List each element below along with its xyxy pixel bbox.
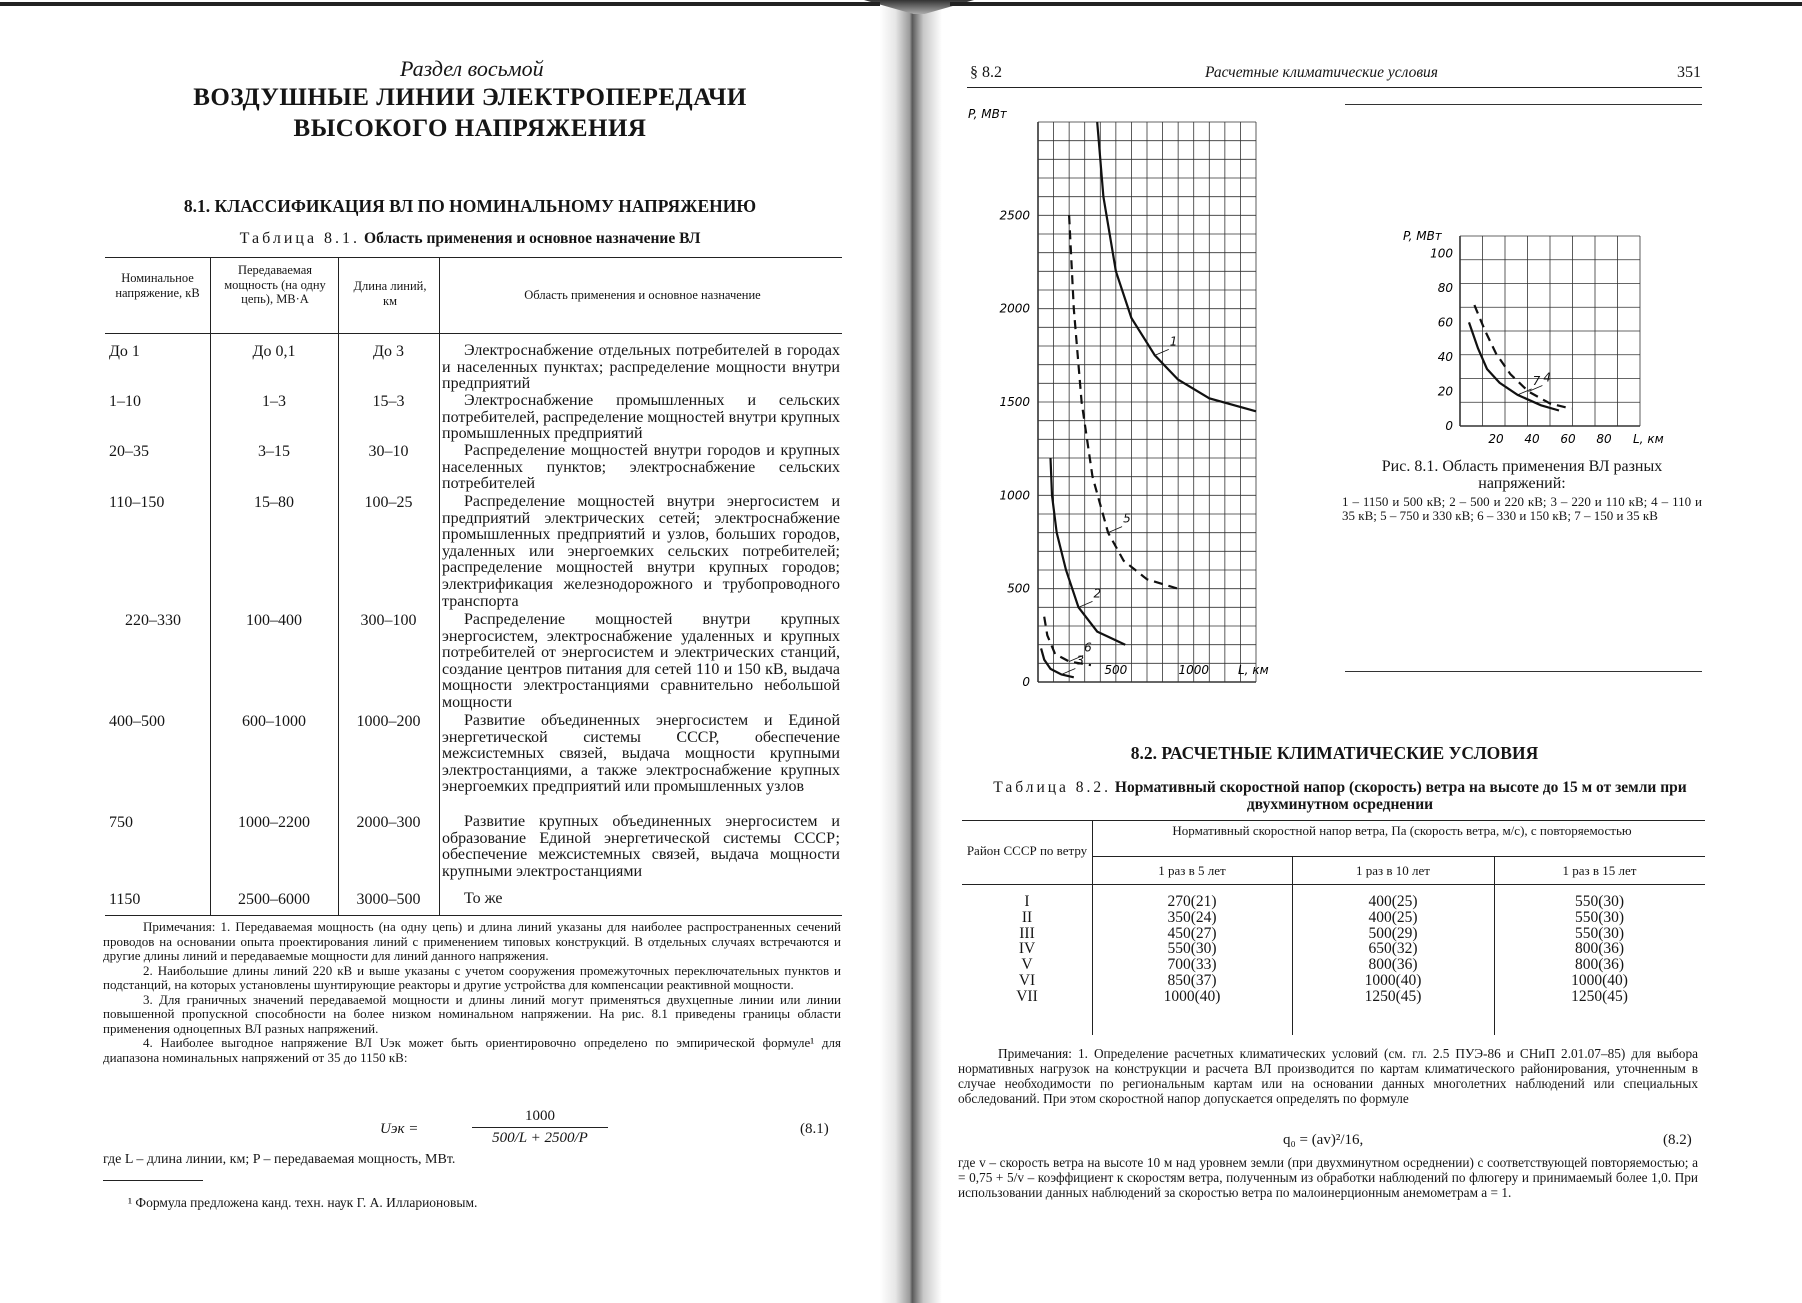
y-tick-label: 1000 bbox=[999, 488, 1030, 503]
table-8-1 bbox=[105, 257, 842, 917]
table1-cell-purpose: Развитие крупных объединенных энергосистем и образование Единой энергетической системы СССР; обеспечение межсистемных связей, выдача мощности крупными электростанциями bbox=[442, 813, 840, 880]
footnote-rule bbox=[103, 1180, 203, 1181]
table2-cell-5y: 850(37) bbox=[1167, 971, 1217, 989]
curve-label-2: 2 bbox=[1093, 586, 1102, 601]
top-edge-rule-right bbox=[950, 2, 1802, 6]
table1-cell-power: До 0,1 bbox=[252, 343, 296, 360]
table2-cell-10y: 500(29) bbox=[1368, 924, 1418, 942]
table1-cell-length: 1000–200 bbox=[356, 713, 421, 730]
table2-cell-10y: 1000(40) bbox=[1364, 971, 1422, 989]
inset-chart-grid bbox=[1460, 236, 1640, 426]
table1-cell-voltage: 750 bbox=[109, 814, 133, 831]
formula2-explanation: где v – скорость ветра на высоте 10 м над уровнем земли (при двухминутном осреднении) с соответствующей повторяемостью; a = 0,75 + 5/v – коэффициент к скоростям ветра, полученным из обработки наблюдений по флюгеру и принимаемый более 1,0. При использовании данных наблюдений за скоростью ветра по малоинерционным анемометрам a = 1. bbox=[958, 1155, 1698, 1200]
figure-rule-top bbox=[1345, 104, 1702, 105]
footnote: ¹ Формула предложена канд. техн. наук Г. А. Илларионовым. bbox=[128, 1195, 478, 1210]
section-heading-8-2: 8.2. РАСЧЕТНЫЕ КЛИМАТИЧЕСКИЕ УСЛОВИЯ bbox=[1130, 743, 1539, 763]
formula1-number: (8.1) bbox=[800, 1121, 829, 1137]
table2-cell-5y: 350(24) bbox=[1167, 908, 1217, 926]
curve-leader-1 bbox=[1155, 349, 1169, 355]
table1-cell-purpose: Электроснабжение отдельных потребителей в городах и населенных пунктах; распределение мощности внутри предприятий bbox=[442, 342, 840, 393]
table2-subheader-15y: 1 раз в 15 лет bbox=[1562, 863, 1637, 878]
curve-leader-2 bbox=[1078, 601, 1092, 607]
table2-col-10y bbox=[1292, 894, 1494, 1005]
note-4: 4. Наиболее выгодное напряжение ВЛ Uэк может быть ориентировочно определено по эмпирической формуле¹ для диапазона номинальных напряжений от 35 до 1150 кВ: bbox=[103, 1035, 841, 1065]
table2-cell-region: I bbox=[1024, 893, 1030, 910]
formula-8-1 bbox=[300, 1108, 840, 1158]
inset-y-tick-label: 0 bbox=[1445, 419, 1453, 433]
table1-cell-length: 15–3 bbox=[372, 393, 405, 410]
table1-cell-purpose: Электроснабжение промышленных и сельских потребителей, распределение мощностей внутри крупных промышленных предприятий bbox=[442, 392, 840, 443]
running-header-title: Расчетные климатические условия bbox=[1205, 64, 1439, 81]
curve-label-3: 3 bbox=[1076, 653, 1084, 668]
note-2: 2. Наибольшие длины линий 220 кВ и выше указаны с учетом сооружения промежуточных переключательных пунктов и подстанций, на которых установлены шунтирующие реакторы и другие устройства для компенсации реактивной мощности. bbox=[103, 962, 841, 992]
table1-cell-power: 600–1000 bbox=[242, 713, 306, 730]
table1-caption-prefix: Таблица 8.1. bbox=[239, 230, 361, 247]
table2-cell-region: VII bbox=[1016, 987, 1038, 1005]
section-heading-8-1: 8.1. КЛАССИФИКАЦИЯ ВЛ ПО НОМИНАЛЬНОМУ НАПРЯЖЕНИЮ bbox=[183, 196, 757, 216]
inset-x-tick-label: 80 bbox=[1596, 432, 1612, 446]
table1-header-voltage: Номинальное напряжение, кВ bbox=[115, 271, 200, 300]
table1-cell-voltage: До 1 bbox=[109, 343, 140, 360]
table2-col-region bbox=[962, 894, 1092, 1005]
inset-x-tick-label: 20 bbox=[1488, 432, 1504, 446]
page-number: 351 bbox=[1677, 64, 1701, 81]
curve-label-1: 1 bbox=[1169, 334, 1178, 349]
section-label: Раздел восьмой bbox=[400, 56, 544, 81]
table2-cell-15y: 550(30) bbox=[1574, 908, 1625, 926]
table1-cell-voltage: 20–35 bbox=[109, 443, 149, 460]
running-header-section: § 8.2 bbox=[970, 64, 1002, 81]
inset-y-tick-label: 40 bbox=[1437, 349, 1453, 364]
table2-cell-5y: 450(27) bbox=[1167, 924, 1217, 942]
x-tick-label: 1000 bbox=[1178, 663, 1209, 677]
y-tick-label: 2500 bbox=[999, 208, 1030, 223]
formula1-numerator: 1000 bbox=[525, 1108, 555, 1124]
table1-cell-length: 300–100 bbox=[360, 612, 417, 629]
x-axis-label: L, км bbox=[1238, 663, 1269, 677]
curve-4 bbox=[1474, 305, 1571, 409]
inset-y-tick-label: 100 bbox=[1430, 246, 1453, 261]
formula1-fraction-bar bbox=[472, 1127, 608, 1128]
table1-header-purpose: Область применения и основное назначение bbox=[524, 288, 761, 302]
formula1-explanation: где L – длина линии, км; P – передаваемая мощность, МВт. bbox=[103, 1152, 456, 1167]
curve-leader-3 bbox=[1061, 669, 1075, 675]
table1-cell-length: 3000–500 bbox=[356, 891, 421, 908]
table1-header-power: Передаваемая мощность (на одну цепь), МВ·А bbox=[224, 263, 326, 306]
table1-cell-purpose: Развитие объединенных энергосистем и Единой энергетической системы СССР, обеспечение межсистемных связей, выдача мощности крупными электростанциями, а также электроснабжение крупных энергоемких предприятий или промышленных узлов bbox=[442, 712, 840, 796]
x-tick-label: 500 bbox=[1104, 663, 1128, 677]
table1-cell-length: 30–10 bbox=[368, 443, 409, 460]
table1-cell-power: 3–15 bbox=[258, 443, 290, 460]
curve-leader-7 bbox=[1518, 389, 1532, 395]
table2-col-5y bbox=[1092, 894, 1292, 1005]
curve-label-4: 4 bbox=[1543, 370, 1552, 385]
table1-notes bbox=[103, 920, 841, 1065]
top-edge-rule-left bbox=[0, 2, 880, 6]
table1-cell-purpose: Распределение мощностей внутри крупных энергосистем, электроснабжение удаленных и крупных потребителей от энергосистем и электрических станций, создание центров питания для сетей 110 и 150 кВ, выдача мощности электростанциями сравнительно небольшой мощности bbox=[442, 611, 840, 711]
formula1-lhs: Uэк = bbox=[380, 1121, 419, 1137]
table1-caption-title: Область применения и основное назначение ВЛ bbox=[364, 230, 701, 247]
curve-label-6: 6 bbox=[1084, 640, 1092, 655]
table1-cell-power: 2500–6000 bbox=[238, 891, 310, 908]
table2-cell-5y: 550(30) bbox=[1167, 940, 1217, 958]
table2-note-1: Примечания: 1. Определение расчетных климатических условий (см. гл. 2.5 ПУЭ-86 и СНиП 2.01.07–85) для выбора нормативных нагрузок на конструкции и расчета ВЛ производится по картам климатического районирования, уточненным в случае необходимости по региональным картам или на основании данных многолетних наблюдений или специальных обследований. При этом скоростной напор допускается определять по формуле bbox=[958, 1046, 1698, 1106]
inset-x-axis-label: L, км bbox=[1633, 432, 1664, 446]
table1-cell-length: До 3 bbox=[373, 343, 404, 360]
table2-cell-15y: 550(30) bbox=[1574, 924, 1625, 942]
note-1: Примечания: 1. Передаваемая мощность (на одну цепь) и длина линий указаны для наиболее распространенных сечений проводов на основании опыта проектирования линий с применением типовых конструкций. В отдельных случаях встречаются и другие длины линий и передаваемые мощности для линий данного напряжения. bbox=[103, 919, 841, 963]
table1-cell-voltage: 110–150 bbox=[109, 494, 165, 511]
table1-cell-length: 2000–300 bbox=[356, 814, 421, 831]
table2-col-15y bbox=[1494, 894, 1705, 1005]
curve-label-7: 7 bbox=[1532, 373, 1541, 388]
figure-legend: 1 – 1150 и 500 кВ; 2 – 500 и 220 кВ; 3 – 220 и 110 кВ; 4 – 110 и 35 кВ; 5 – 750 и 330 кВ; 6 – 330 и 150 кВ; 7 – 150 и 35 кВ bbox=[1342, 494, 1702, 523]
table2-cell-region: II bbox=[1021, 908, 1033, 926]
inset-y-axis-label: P, МВт bbox=[1403, 229, 1442, 243]
table1-cell-voltage: 1–10 bbox=[109, 393, 141, 410]
table2-cell-5y: 1000(40) bbox=[1163, 987, 1221, 1005]
formula1-denominator: 500/L + 2500/P bbox=[492, 1130, 588, 1146]
table-8-2 bbox=[962, 820, 1705, 1040]
table2-cell-region: V bbox=[1021, 956, 1033, 974]
inset-x-tick-label: 40 bbox=[1524, 432, 1540, 446]
table2-cell-region: VI bbox=[1018, 971, 1036, 989]
book-spine-shadow bbox=[880, 0, 942, 1303]
y-tick-label: 500 bbox=[1007, 581, 1030, 596]
curve-1 bbox=[1097, 122, 1256, 411]
table2-cell-5y: 270(21) bbox=[1167, 893, 1217, 910]
inset-y-tick-label: 80 bbox=[1437, 280, 1453, 295]
table1-cell-purpose: Распределение мощностей внутри городов и крупных населенных пунктов; электроснабжение сельских потребителей bbox=[442, 442, 840, 493]
inset-x-tick-label: 60 bbox=[1560, 432, 1576, 446]
table2-cell-5y: 700(33) bbox=[1167, 956, 1217, 974]
inset-chart-curves bbox=[1469, 305, 1572, 410]
chapter-title bbox=[100, 82, 840, 144]
y-tick-label: 0 bbox=[1022, 675, 1030, 689]
curve-label-5: 5 bbox=[1123, 511, 1131, 526]
curve-leader-5 bbox=[1108, 527, 1122, 533]
table1-cell-voltage: 400–500 bbox=[109, 713, 165, 730]
table1-cell-power: 1000–2200 bbox=[238, 814, 310, 831]
table1-cell-purpose: То же bbox=[464, 890, 503, 907]
table2-cell-10y: 400(25) bbox=[1368, 893, 1418, 910]
figure-caption: Рис. 8.1. Область применения ВЛ разных напряжений: bbox=[1381, 458, 1663, 492]
table2-cell-region: IV bbox=[1018, 940, 1036, 958]
table2-cell-15y: 1000(40) bbox=[1571, 971, 1628, 989]
table2-cell-10y: 800(36) bbox=[1368, 956, 1418, 974]
table1-caption bbox=[100, 230, 840, 248]
inset-y-tick-label: 60 bbox=[1437, 315, 1453, 330]
y-tick-label: 1500 bbox=[999, 395, 1030, 409]
table1-cell-voltage: 220–330 bbox=[125, 612, 181, 629]
figure-8-1-inset-chart bbox=[1385, 228, 1675, 458]
inset-y-tick-label: 20 bbox=[1437, 384, 1453, 399]
table2-header-region: Район СССР по ветру bbox=[966, 843, 1088, 858]
table2-caption bbox=[980, 779, 1700, 813]
formula-8-2: q₀ = (av)²/16, bbox=[1283, 1132, 1364, 1148]
table2-cell-10y: 400(25) bbox=[1368, 908, 1418, 926]
header-rule bbox=[967, 87, 1702, 88]
figure-rule-bottom bbox=[1345, 671, 1702, 672]
table2-cell-region: III bbox=[1019, 924, 1035, 942]
table2-header-group: Нормативный скоростной напор ветра, Па (скорость ветра, м/с), с повторяемостью bbox=[1172, 823, 1632, 838]
table2-cell-15y: 550(30) bbox=[1574, 893, 1625, 910]
y-axis-label: P, МВт bbox=[968, 107, 1007, 121]
table2-subheader-10y: 1 раз в 10 лет bbox=[1356, 863, 1430, 878]
table1-cell-purpose: Распределение мощностей внутри энергосистем и предприятий электрических сетей; электроснабжение промышленных предприятий и узлов, больших городов, удаленных или энергоемких сельских потребителей; распределение мощностей внутри крупных городов; электрификация железнодорожного и трубопроводного транспорта bbox=[442, 493, 840, 610]
table1-cell-power: 100–400 bbox=[246, 612, 302, 629]
table2-cell-15y: 800(36) bbox=[1574, 956, 1625, 974]
table2-cell-15y: 800(36) bbox=[1574, 940, 1625, 958]
table1-cell-power: 15–80 bbox=[254, 494, 294, 511]
y-tick-label: 2000 bbox=[999, 301, 1030, 316]
table1-cell-power: 1–3 bbox=[262, 393, 286, 410]
table2-notes bbox=[958, 1046, 1698, 1106]
table1-cell-voltage: 1150 bbox=[109, 891, 141, 908]
formula-8-2-number: (8.2) bbox=[1663, 1132, 1692, 1148]
table2-caption-title: Нормативный скоростной напор (скорость) ветра на высоте до 15 м от земли при двухминутном осреднении bbox=[1114, 779, 1687, 813]
table1-cell-length: 100–25 bbox=[364, 494, 413, 511]
table2-caption-prefix: Таблица 8.2. bbox=[993, 779, 1112, 796]
table2-cell-15y: 1250(45) bbox=[1571, 987, 1628, 1005]
table2-cell-10y: 1250(45) bbox=[1364, 987, 1422, 1005]
note-3: 3. Для граничных значений передаваемой мощности и длины линий могут применяться двухцепные линии или линии повышенной пропускной способности на более низком номинальном напряжении. На рис. 8.1 приведены границы области применения одноцепных ВЛ разных напряжений. bbox=[103, 991, 841, 1036]
chart-curves bbox=[1041, 122, 1256, 677]
figure-8-1-main-chart bbox=[960, 100, 1269, 689]
chapter-title-line2: ВЫСОКОГО НАПРЯЖЕНИЯ bbox=[293, 115, 647, 142]
table2-subheader-5y: 1 раз в 5 лет bbox=[1158, 863, 1226, 878]
table2-cell-10y: 650(32) bbox=[1368, 940, 1418, 958]
chapter-title-line1: ВОЗДУШНЫЕ ЛИНИИ ЭЛЕКТРОПЕРЕДАЧИ bbox=[193, 84, 747, 111]
table1-header-length: Длина линий, км bbox=[353, 279, 427, 308]
